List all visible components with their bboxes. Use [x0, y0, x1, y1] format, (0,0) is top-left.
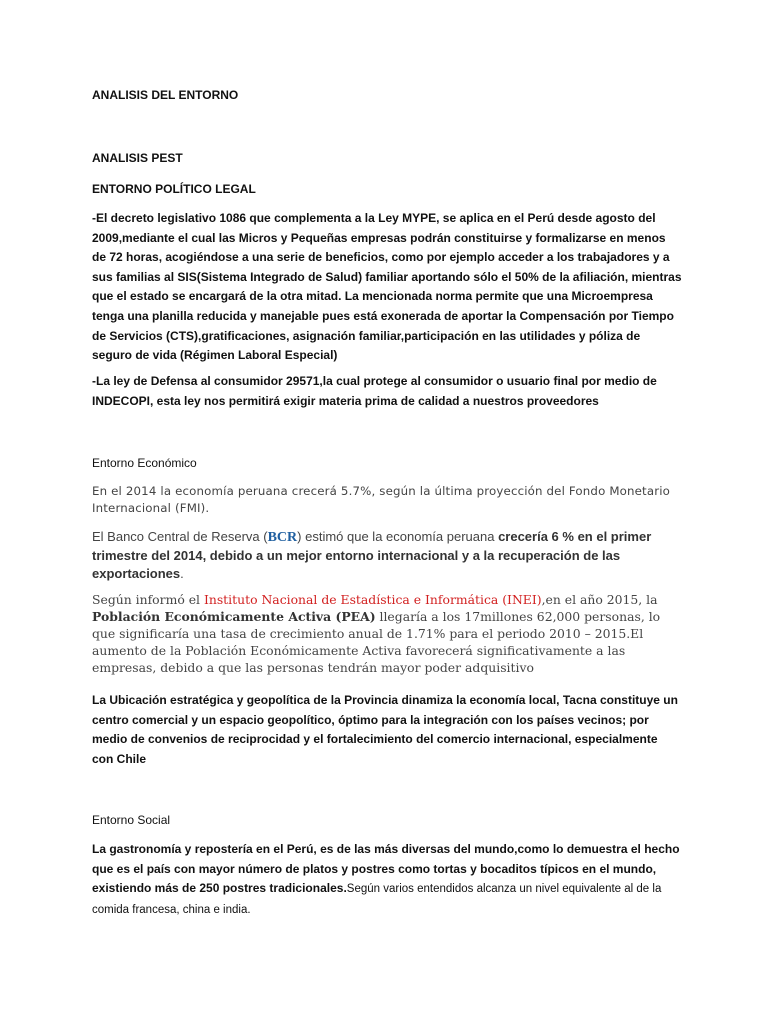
bcr-bold-text: crecería 6 % en el primer trimestre del 2014, debido a un mejor entorno internacional y a la recuperación de las exportaciones — [92, 529, 652, 581]
economico-heading: Entorno Económico — [92, 456, 197, 470]
social-normal-text: Según varios entendidos alcanza un nivel equivalente al de la comida francesa, china e india. — [92, 883, 662, 916]
inei-text-b: ,en el año 2015, la — [541, 592, 658, 607]
inei-name: Instituto Nacional de Estadística e Informática (INEI) — [203, 592, 542, 607]
inei-text-c: llegaría a los 17millones 62,000 personas, lo que significaría una tasa de crecimiento anual de 1.71% para el periodo 2010 – 2015.El aumento de la Población Económicamente Activa favorecerá significativamente a las empresas, debido a que las personas tendrán mayor poder adquisitivo — [92, 609, 661, 675]
politico-paragraph-2: -La ley de Defensa al consumidor 29571,la cual protege al consumidor o usuario final por medio de INDECOPI, esta ley nos permitirá exigir materia prima de calidad a nuestros proveedores — [92, 374, 657, 408]
social-paragraph-1 — [92, 840, 682, 920]
bcr-text-b: ) estimó que la economía peruana — [297, 529, 499, 544]
economico-paragraph-4: La Ubicación estratégica y geopolítica de la Provincia dinamiza la economía local, Tacna constituye un centro comercial y un espacio geopolítico, óptimo para la integración con los países vecinos; por medio de convenios de reciprocidad y el fortalecimiento del comercio internacional, especialmente con Chile — [92, 693, 678, 766]
economico-paragraph-2 — [92, 528, 682, 583]
bcr-acronym: BCR — [267, 530, 298, 545]
economico-paragraph-1: En el 2014 la economía peruana crecerá 5.7%, según la última proyección del Fondo Monetario Internacional (FMI). — [92, 484, 671, 515]
bcr-text-a: El Banco Central de Reserva ( — [92, 529, 268, 544]
social-bold-text: La gastronomía y repostería en el Perú, es de las más diversas del mundo,como lo demuestra el hecho que es el país con mayor número de platos y postres como tortas y bocaditos típicos en el mundo, existiendo más de 250 postres tradicionales. — [92, 842, 680, 896]
politico-paragraph-1: -El decreto legislativo 1086 que complementa a la Ley MYPE, se aplica en el Perú desde agosto del 2009,mediante el cual las Micros y Pequeñas empresas podrán constituirse y formalizarse en menos de 72 horas, acogiéndose a una serie de beneficios, como por ejemplo acceder a los trabajadores y a sus familias al SIS(Sistema Integrado de Salud) familiar aportando sólo el 50% de la afiliación, mientras que el estado se encargará de la otra mitad. La mencionada norma permite que una Microempresa tenga una planilla reducida y manejable pues está exonerada de aportar la Compensación por Tiempo de Servicios (CTS),gratificaciones, asignación familiar,participación en las utilidades y póliza de seguro de vida (Régimen Laboral Especial) — [92, 211, 682, 363]
politico-heading: ENTORNO POLÍTICO LEGAL — [92, 182, 256, 196]
economico-paragraph-3 — [92, 591, 682, 676]
pest-heading: ANALISIS PEST — [92, 151, 183, 165]
document-title: ANALISIS DEL ENTORNO — [92, 88, 239, 102]
pea-term: Población Económicamente Activa (PEA) — [92, 609, 376, 624]
bcr-text-end: . — [180, 566, 184, 581]
inei-text-a: Según informó el — [92, 592, 204, 607]
social-heading: Entorno Social — [92, 813, 171, 827]
